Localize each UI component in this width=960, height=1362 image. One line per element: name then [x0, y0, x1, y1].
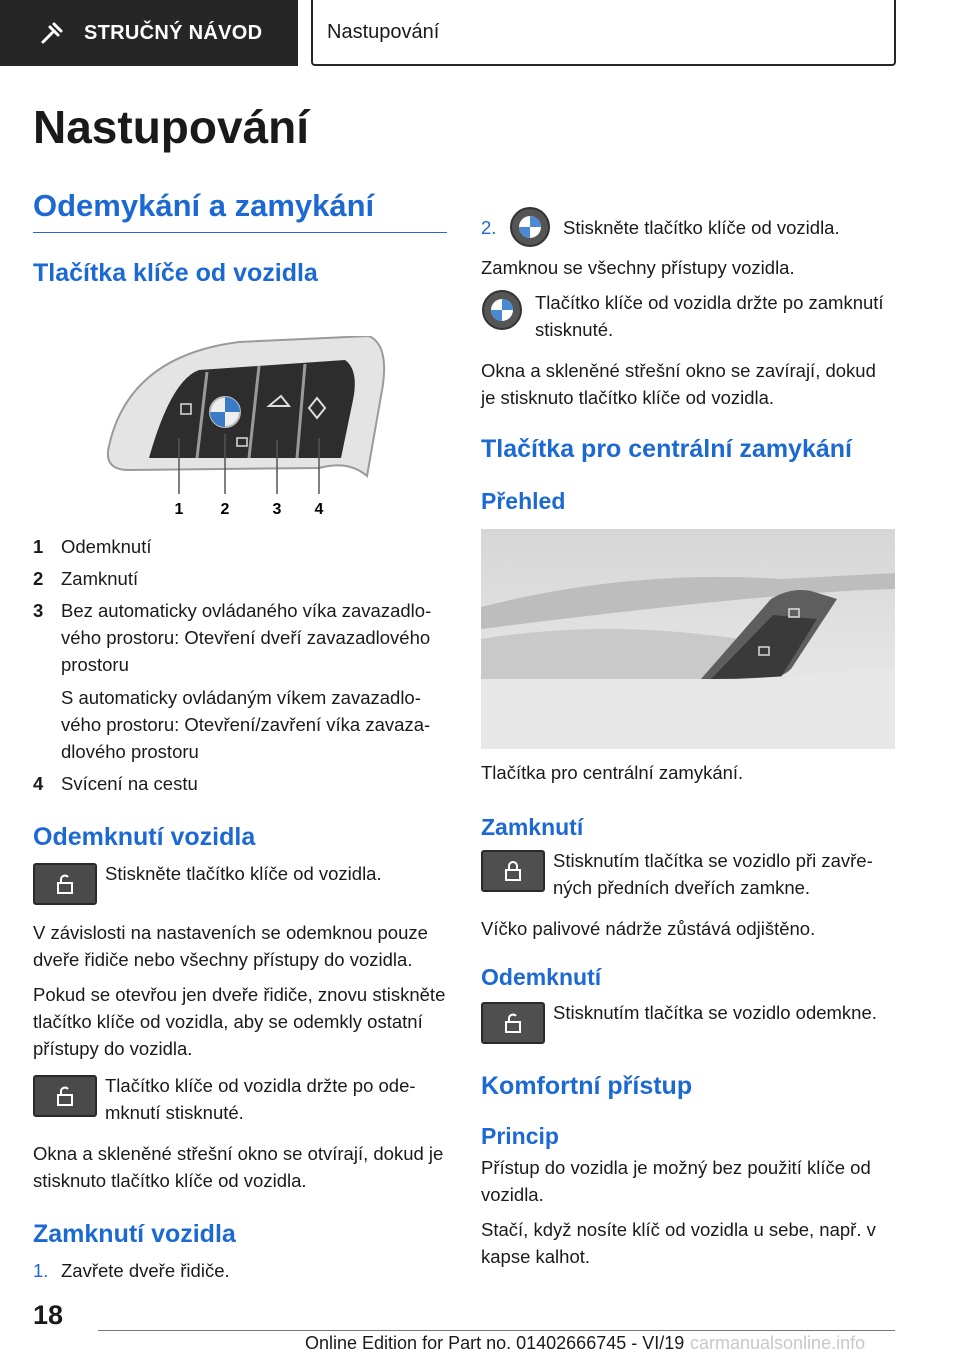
footer-edition: Online Edition for Part no. 01402666745 - VI/19 [305, 1333, 685, 1353]
fuel-cap-text: Víčko palivové nádrže zůstává odjištěno. [481, 918, 816, 939]
lock-paragraph-1: Zamknou se všechny přístupy vozidla. [481, 257, 795, 278]
central-lock-text: Stisknutím tlačítka se vozidlo při zavřených předních dveřích zamkne. [553, 850, 873, 898]
legend-text: Bez automaticky ovládaného víka zavazadlového prostoru: Otevření dveří zavazadlového prostoru [61, 600, 432, 675]
legend-num: 3 [33, 600, 44, 621]
photo-caption: Tlačítka pro centrální zamykání. [481, 762, 744, 783]
lock-step-1 [33, 1257, 447, 1284]
door-panel-photo [481, 529, 895, 749]
callout-3: 3 [272, 501, 282, 516]
callout-4: 4 [314, 501, 324, 516]
central-lock-instruction [481, 847, 895, 901]
right-column [481, 206, 895, 1270]
legend-num: 1 [33, 536, 44, 557]
legend-text: Zamknutí [61, 568, 139, 589]
heading-principle: Princip [481, 1123, 559, 1149]
unlock-button-icon [33, 1075, 97, 1117]
central-unlock-text: Stisknutím tlačítka se vozidlo odemkne. [553, 1002, 877, 1023]
callout-2: 2 [220, 501, 230, 516]
step-number: 2. [481, 216, 497, 238]
left-column [33, 188, 447, 1284]
lock-paragraph-2: Okna a skleněné střešní okno se zavírají, dokud je stisknuto tlačítko klíče od vozidla. [481, 360, 876, 408]
lock-hold-text: Tlačítko klíče od vozidla držte po zamknutí stisknuté. [535, 292, 884, 340]
page-title: Nastupování [33, 101, 310, 153]
legend-text: Svícení na cestu [61, 773, 198, 794]
step-text: Stiskněte tlačítko klíče od vozidla. [563, 216, 840, 238]
legend-item [33, 533, 447, 560]
quick-guide-label: STRUČNÝ NÁVOD [84, 21, 263, 44]
heading-comfort-access: Komfortní přístup [481, 1072, 693, 1100]
legend-num: 4 [33, 773, 44, 794]
callout-1: 1 [174, 501, 184, 516]
section-heading-lock-unlock: Odemykání a zamykání [33, 188, 447, 233]
watermark: carmanualsonline.info [690, 1333, 866, 1353]
wrench-icon [40, 21, 64, 45]
heading-central-locking: Tlačítka pro centrální zamykání [481, 435, 852, 463]
heading-key-buttons: Tlačítka klíče od vozidla [33, 259, 318, 287]
central-unlock-instruction [481, 999, 895, 1044]
central-unlock-button-icon [481, 1002, 545, 1044]
central-lock-button-icon [481, 850, 545, 892]
unlock-icon-text: Stiskněte tlačítko klíče od vozidla. [105, 863, 382, 884]
legend-num: 2 [33, 568, 44, 589]
key-fob-illustration [99, 336, 389, 516]
legend-item [33, 770, 447, 797]
legend-item [33, 565, 447, 592]
bmw-key-button-icon [509, 206, 551, 248]
unlock-paragraph-3: Okna a skleněné střešní okno se otvírají, dokud je stisknuto tlačítko klíče od vozidla. [33, 1143, 444, 1191]
quick-guide-tab[interactable] [0, 0, 298, 66]
lock-hold-instruction [481, 289, 895, 343]
heading-lock-vehicle: Zamknutí vozidla [33, 1220, 236, 1248]
lock-step-2 [481, 206, 895, 248]
heading-unlock-vehicle: Odemknutí vozidla [33, 823, 256, 851]
principle-paragraph-1: Přístup do vozidla je možný bez použití klíče od vozidla. [481, 1157, 871, 1205]
heading-unlock: Odemknutí [481, 964, 602, 990]
bmw-key-button-icon [481, 289, 523, 331]
step-text: Zavřete dveře řidiče. [61, 1260, 230, 1281]
unlock-hold-text: Tlačítko klíče od vozidla držte po odemknutí stisknuté. [105, 1075, 416, 1123]
heading-lock: Zamknutí [481, 814, 584, 840]
principle-paragraph-2: Stačí, když nosíte klíč od vozidla u sebe, např. v kapse kalhot. [481, 1219, 876, 1267]
unlock-paragraph-2: Pokud se otevřou jen dveře řidiče, znovu stiskněte tlačítko klíče od vozidla, aby se odemkly ostatní přístupy do vozidla. [33, 984, 446, 1059]
legend-list [33, 533, 447, 797]
legend-item [33, 597, 447, 765]
page-number: 18 [33, 1300, 64, 1330]
legend-text-extra: S automaticky ovládaným víkem zavazadlového prostoru: Otevření/zavření víka zavazadlového prostoru [61, 687, 431, 762]
unlock-hold-instruction [33, 1072, 447, 1126]
legend-text: Odemknutí [61, 536, 152, 557]
unlock-instruction [33, 860, 447, 905]
step-number: 1. [33, 1260, 49, 1281]
unlock-button-icon [33, 863, 97, 905]
footer-divider [98, 1330, 895, 1331]
heading-overview: Přehled [481, 488, 566, 514]
section-tab[interactable] [311, 0, 896, 66]
header-bar [0, 0, 960, 66]
section-label: Nastupování [327, 20, 440, 43]
unlock-paragraph-1: V závislosti na nastaveních se odemknou pouze dveře řidiče nebo všechny přístupy do vozidla. [33, 922, 428, 970]
